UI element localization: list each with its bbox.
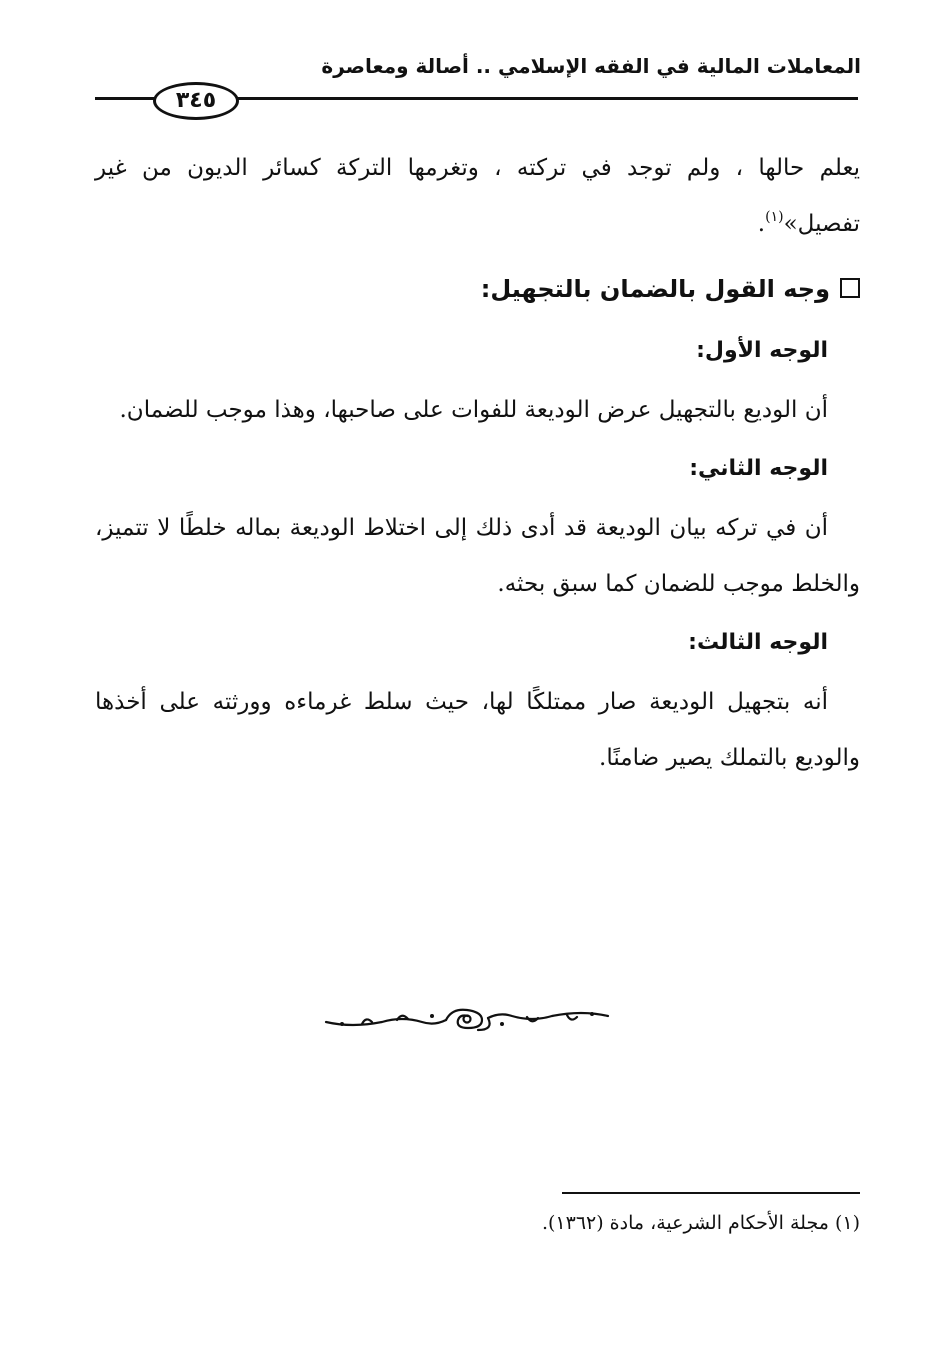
section-heading [95,258,860,320]
ornament-icon [322,1002,612,1034]
second-point-heading: الوجه الثاني: [689,456,828,481]
page-body [95,140,860,786]
running-header-title: المعاملات المالية في الفقه الإسلامي .. أصالة ومعاصرة [321,54,861,78]
page-number: ٣٤٥ [153,82,239,120]
checkbox-icon [840,278,860,298]
paragraph-period: . [757,211,766,237]
second-point-text: أن في تركه بيان الوديعة قد أدى ذلك إلى اختلاط الوديعة بماله خلطًا لا تتميز، والخلط موجب للضمان كما سبق بحثه. [95,515,860,597]
footnote-separator [562,1192,860,1194]
paragraph-text: يعلم حالها ، ولم توجد في تركته ، وتغرمها التركة كسائر الديون من غير تفصيل» [95,155,860,237]
first-point-text: أن الوديع بالتجهيل عرض الوديعة للفوات على صاحبها، وهذا موجب للضمان. [119,397,828,423]
paragraph-continuation [95,140,860,252]
third-point-heading: الوجه الثالث: [688,630,828,655]
section-heading-text: وجه القول بالضمان بالتجهيل: [480,275,830,303]
third-point-text: أنه بتجهيل الوديعة صار ممتلكًا لها، حيث سلط غرماءه وورثته على أخذها والوديع بالتملك يصير ضامنًا. [95,689,860,771]
footnote-reference: (١) [765,209,784,225]
first-point-heading: الوجه الأول: [696,338,828,363]
footnote: (١) مجلة الأحكام الشرعية، مادة (١٣٦٢). [541,1212,860,1234]
